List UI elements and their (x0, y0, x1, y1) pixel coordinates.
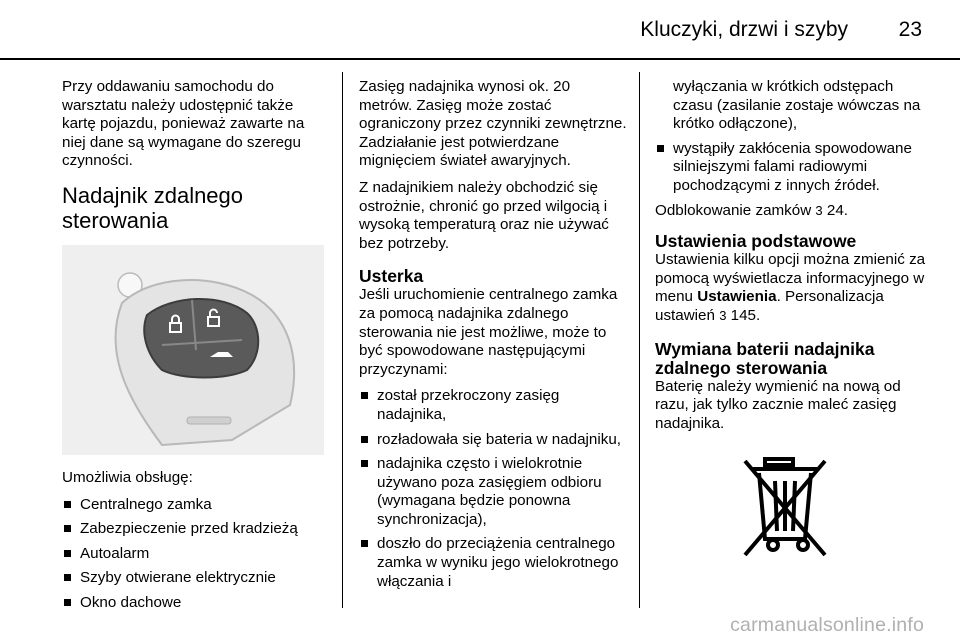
unlock-text: Odblokowanie zamków (655, 201, 812, 219)
column-divider-right (639, 72, 640, 608)
list-item: Szyby otwierane elektrycznie (62, 569, 324, 588)
fault-heading: Usterka (359, 266, 424, 287)
settings-menu-name: Ustawienia (697, 288, 777, 306)
list-item: Okno dachowe (62, 594, 324, 613)
column-2 (359, 78, 627, 597)
personalization-ref[interactable]: 145. (730, 306, 761, 324)
remote-key-illustration (62, 245, 324, 455)
care-paragraph: Z nadajnikiem należy obchodzić się ostrożnie, chronić go przed wilgocią i wysoką temperaturą oraz nie używać bez potrzeby. (359, 178, 609, 252)
list-item: Autoalarm (62, 545, 324, 564)
remote-key-image (62, 245, 324, 455)
list-item: Zabezpieczenie przed kradzieżą (62, 520, 324, 539)
list-item: wyłączania w krótkich odstępach czasu (zasilanie zostaje wówczas na krótko odłączone), (673, 78, 921, 133)
crossed-bin-icon (725, 447, 845, 567)
list-item: Centralnego zamka (62, 496, 324, 515)
page-number: 23 (898, 18, 922, 41)
list-item: nadajnika często i wielokrotnie używano poza zasięgiem odbioru (wymagana będzie ponowna synchronizacja), (359, 455, 627, 529)
battery-heading: Wymiana baterii nadajnika zdalnego sterowania (655, 338, 875, 378)
unlock-paragraph (655, 202, 933, 221)
battery-paragraph: Baterię należy wymienić na nową od razu, jak tylko zacznie maleć zasięg nadajnika. (655, 377, 901, 432)
intro-paragraph: Przy oddawaniu samochodu do warsztatu należy udostępnić także kartę pojazdu, ponieważ zawarte na niej dane są wymagane do szeregu czynności. (62, 78, 305, 170)
fault-paragraph: Jeśli uruchomienie centralnego zamka za pomocą nadajnika zdalnego sterowania nie jest możliwe, może to być spowodowane następującymi przyczynami: (359, 286, 618, 378)
page-ref-arrow-icon: 3 (815, 202, 823, 218)
page-ref-arrow-icon: 3 (719, 307, 727, 323)
remote-control-heading: Nadajnik zdalnego sterowania (62, 182, 244, 233)
watermark[interactable]: carmanualsonline.info (730, 614, 924, 636)
list-item: został przekroczony zasięg nadajnika, (359, 387, 627, 424)
basic-settings-paragraph (655, 251, 933, 325)
basic-settings-heading: Ustawienia podstawowe (655, 231, 857, 252)
column-3 (655, 78, 933, 567)
column-1 (62, 78, 324, 619)
basic-settings-text: Ustawienia kilku opcji można zmienić za pomocą wyświetlacza informacyjnego w menu (655, 251, 926, 306)
basic-settings-text-2: . Personalizacja ustawień (655, 288, 884, 324)
header-rule (0, 58, 960, 60)
functions-list (62, 496, 324, 613)
weee-symbol-icon (725, 447, 845, 567)
unlock-ref[interactable]: 24. (826, 201, 848, 219)
enables-label: Umożliwia obsługę: (62, 468, 193, 486)
column-divider-left (342, 72, 343, 608)
list-item: doszło do przeciążenia centralnego zamka w wyniku jego wielokrotnego włączania i (359, 535, 627, 591)
causes-list (359, 387, 627, 591)
page-header (0, 0, 960, 62)
list-item: rozładowała się bateria w nadajniku, (359, 431, 627, 450)
causes-list-continued (655, 78, 933, 196)
list-item: wystąpiły zakłócenia spowodowane silniejszymi falami radiowymi pochodzącymi z innych źródeł. (655, 140, 933, 196)
range-paragraph: Zasięg nadajnika wynosi ok. 20 metrów. Zasięg może zostać ograniczony przez czynniki zewnętrzne. Zadziałanie jest potwierdzane mignięciem świateł awaryjnych. (359, 78, 627, 170)
chapter-title: Kluczyki, drzwi i szyby (640, 18, 848, 41)
